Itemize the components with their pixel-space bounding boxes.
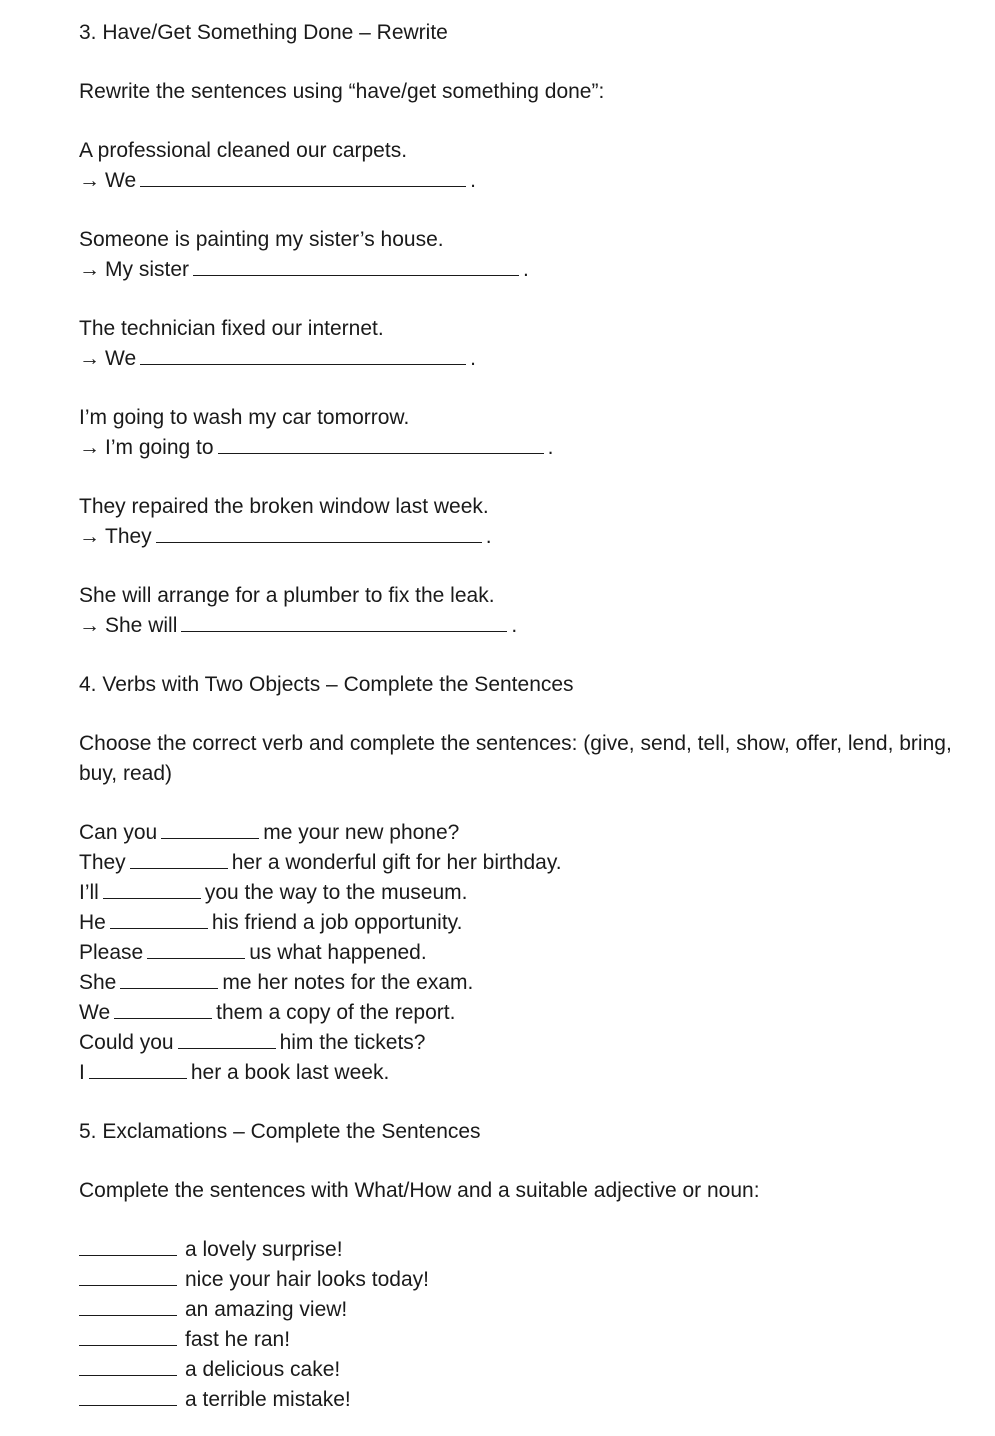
rewrite-item bbox=[79, 581, 959, 641]
verb-item bbox=[79, 1028, 959, 1058]
answer-blank[interactable] bbox=[181, 611, 507, 632]
sentence-start: They bbox=[79, 851, 126, 874]
verb-item bbox=[79, 848, 959, 878]
rewrite-sentence: The technician fixed our internet. bbox=[79, 317, 384, 340]
verb-item bbox=[79, 968, 959, 998]
sentence-start: Please bbox=[79, 941, 144, 964]
rewrite-prompt: I’m going to bbox=[105, 436, 214, 459]
arrow-icon: → bbox=[79, 258, 100, 281]
answer-blank[interactable] bbox=[130, 848, 228, 869]
exclamation-item bbox=[79, 1325, 959, 1355]
rewrite-prompt: My sister bbox=[105, 258, 189, 281]
rewrite-item bbox=[79, 403, 959, 463]
rewrite-sentence: They repaired the broken window last week. bbox=[79, 495, 489, 518]
sentence-start: Can you bbox=[79, 821, 158, 844]
section-5-instruction: Complete the sentences with What/How and a suitable adjective or noun: bbox=[79, 1179, 760, 1202]
sentence-start: She bbox=[79, 971, 117, 994]
answer-blank[interactable] bbox=[79, 1265, 177, 1286]
verb-item bbox=[79, 908, 959, 938]
exclamation-rest: an amazing view! bbox=[185, 1298, 348, 1321]
exclamation-item bbox=[79, 1265, 959, 1295]
sentence-end: . bbox=[547, 436, 554, 459]
answer-blank[interactable] bbox=[178, 1028, 276, 1049]
sentence-rest: us what happened. bbox=[249, 941, 427, 964]
rewrite-sentence: She will arrange for a plumber to fix the leak. bbox=[79, 584, 495, 607]
answer-blank[interactable] bbox=[193, 255, 519, 276]
rewrite-prompt: We bbox=[105, 169, 137, 192]
answer-blank[interactable] bbox=[79, 1295, 177, 1316]
rewrite-prompt: She will bbox=[105, 614, 178, 637]
exclamation-item bbox=[79, 1355, 959, 1385]
answer-blank[interactable] bbox=[79, 1385, 177, 1406]
rewrite-sentence: Someone is painting my sister’s house. bbox=[79, 228, 444, 251]
exclamation-rest: a lovely surprise! bbox=[185, 1238, 343, 1261]
exclamation-item bbox=[79, 1235, 959, 1265]
exclamation-rest: nice your hair looks today! bbox=[185, 1268, 429, 1291]
sentence-rest: me her notes for the exam. bbox=[222, 971, 474, 994]
exclamation-rest: a delicious cake! bbox=[185, 1358, 341, 1381]
sentence-start: He bbox=[79, 911, 106, 934]
answer-blank[interactable] bbox=[156, 522, 482, 543]
rewrite-item bbox=[79, 492, 959, 552]
sentence-end: . bbox=[470, 347, 476, 370]
arrow-icon: → bbox=[79, 614, 100, 637]
sentence-rest: you the way to the museum. bbox=[204, 881, 468, 904]
sentence-start: We bbox=[79, 1001, 111, 1024]
sentence-end: . bbox=[523, 258, 529, 281]
sentence-rest: him the tickets? bbox=[279, 1031, 426, 1054]
answer-blank[interactable] bbox=[140, 344, 466, 365]
verb-item bbox=[79, 998, 959, 1028]
sentence-rest: her a book last week. bbox=[190, 1061, 390, 1084]
sentence-start: I bbox=[79, 1061, 85, 1084]
rewrite-sentence: I’m going to wash my car tomorrow. bbox=[79, 406, 410, 429]
rewrite-prompt: We bbox=[105, 347, 137, 370]
sentence-end: . bbox=[470, 169, 476, 192]
sentence-start: I’ll bbox=[79, 881, 99, 904]
answer-blank[interactable] bbox=[79, 1355, 177, 1376]
worksheet-page bbox=[79, 18, 959, 1415]
answer-blank[interactable] bbox=[89, 1058, 187, 1079]
rewrite-item bbox=[79, 314, 959, 374]
answer-blank[interactable] bbox=[140, 166, 466, 187]
answer-blank[interactable] bbox=[79, 1325, 177, 1346]
arrow-icon: → bbox=[79, 525, 100, 548]
rewrite-item bbox=[79, 225, 959, 285]
sentence-end: . bbox=[485, 525, 492, 548]
answer-blank[interactable] bbox=[161, 818, 259, 839]
rewrite-sentence: A professional cleaned our carpets. bbox=[79, 139, 408, 162]
answer-blank[interactable] bbox=[120, 968, 218, 989]
rewrite-item bbox=[79, 136, 959, 196]
section-3-title: 3. Have/Get Something Done – Rewrite bbox=[79, 21, 448, 44]
section-4-instruction: Choose the correct verb and complete the sentences: (give, send, tell, show, offer, lend, bring, buy, read) bbox=[79, 732, 952, 785]
exclamation-rest: a terrible mistake! bbox=[185, 1388, 351, 1411]
answer-blank[interactable] bbox=[147, 938, 245, 959]
sentence-rest: his friend a job opportunity. bbox=[211, 911, 463, 934]
sentence-rest: them a copy of the report. bbox=[216, 1001, 456, 1024]
answer-blank[interactable] bbox=[114, 998, 212, 1019]
rewrite-prompt: They bbox=[105, 525, 152, 548]
answer-blank[interactable] bbox=[79, 1235, 177, 1256]
answer-blank[interactable] bbox=[110, 908, 208, 929]
sentence-end: . bbox=[511, 614, 518, 637]
exclamation-rest: fast he ran! bbox=[185, 1328, 291, 1351]
section-4-title: 4. Verbs with Two Objects – Complete the Sentences bbox=[79, 673, 574, 696]
arrow-icon: → bbox=[79, 347, 100, 370]
sentence-rest: her a wonderful gift for her birthday. bbox=[231, 851, 562, 874]
section-5-title: 5. Exclamations – Complete the Sentences bbox=[79, 1120, 481, 1143]
section-3-instruction: Rewrite the sentences using “have/get something done”: bbox=[79, 80, 605, 103]
exclamation-item bbox=[79, 1385, 959, 1415]
sentence-rest: me your new phone? bbox=[263, 821, 460, 844]
arrow-icon: → bbox=[79, 436, 100, 459]
verb-item bbox=[79, 818, 959, 848]
verb-item bbox=[79, 878, 959, 908]
verb-item bbox=[79, 938, 959, 968]
answer-blank[interactable] bbox=[103, 878, 201, 899]
verb-item bbox=[79, 1058, 959, 1088]
sentence-start: Could you bbox=[79, 1031, 174, 1054]
answer-blank[interactable] bbox=[218, 433, 544, 454]
arrow-icon: → bbox=[79, 169, 100, 192]
exclamation-item bbox=[79, 1295, 959, 1325]
